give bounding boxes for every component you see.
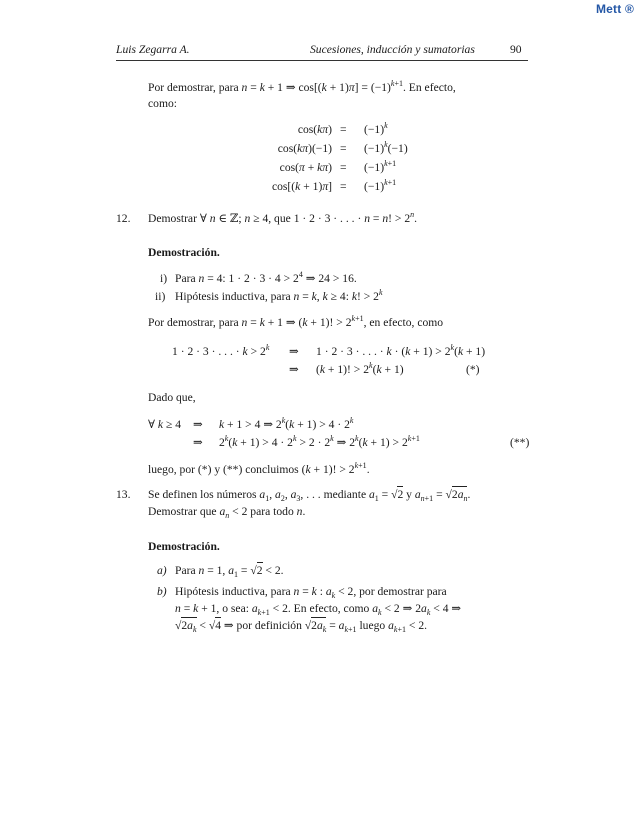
item-12-conclusion: luego, por (*) y (**) concluimos (k + 1)! > $2^{k+1}$. bbox=[148, 461, 370, 476]
watermark-logo: Mett ® bbox=[595, 2, 634, 16]
item-12-ineq-2-right: $2^k(k + 1) > 4 \cdot 2^k > 2 \cdot 2^k$ ⇒ $2^k(k + 1) > 2^{k+1}$ bbox=[219, 434, 420, 449]
item-12-given: Dado que, bbox=[148, 391, 196, 404]
item-12-chain-1-left: 1 · 2 · 3 · . . . · $k > 2^k$ bbox=[172, 343, 270, 358]
equation-2-op: = bbox=[340, 142, 347, 155]
equation-2-right: $(-1)^k(-1)$ bbox=[364, 140, 408, 155]
item-12-ineq-2-tag: (**) bbox=[510, 436, 530, 449]
item-13-statement-line-2: Demostrar que $a_n < 2$ para todo n. bbox=[148, 505, 306, 520]
item-13-number: 13. bbox=[116, 488, 131, 501]
item-12-step-i-label: i) bbox=[160, 272, 168, 285]
header-author: Luis Zegarra A. bbox=[116, 43, 190, 56]
item-12-proof-title: Demostración. bbox=[148, 246, 220, 259]
item-12-chain-1-op: ⇒ bbox=[289, 345, 299, 358]
item-12-to-prove: Por demostrar, para n = k + 1 ⇒ (k + 1)! > $2^{k+1}$, en efecto, como bbox=[148, 314, 444, 329]
item-13-step-b-line-1: Hipótesis inductiva, para n = k : $a_k < 2$, por demostrar para bbox=[175, 585, 447, 600]
equation-4-right: $(-1)^{k+1}$ bbox=[364, 178, 397, 193]
item-12-ineq-1-left: ∀ k ≥ 4 bbox=[148, 418, 182, 431]
item-13-step-a-label: a) bbox=[157, 564, 167, 577]
item-12-step-ii: Hipótesis inductiva, para n = k, k ≥ 4: k! > $2^k$ bbox=[175, 288, 383, 303]
item-13-statement-line-1: Se definen los números $a_1$, $a_2$, $a_3$, . . . mediante $a_1 = √2$ y $a_{n+1} = √2a_n$. bbox=[148, 488, 471, 503]
equation-4-left: cos[(k + 1)π] bbox=[271, 180, 332, 193]
item-12-chain-2-tag: (*) bbox=[466, 363, 480, 376]
item-13-step-b-line-2: n = k + 1, o sea: $a_{k+1} < 2$. En efecto, como $a_k < 2$ ⇒ $2a_k < 4$ ⇒ bbox=[175, 602, 462, 617]
item-12-chain-2-right: (k + 1)! > $2^k(k + 1)$ bbox=[316, 361, 404, 376]
header-title: Sucesiones, inducción y sumatorias bbox=[310, 43, 475, 56]
equation-3-right: $(-1)^{k+1}$ bbox=[364, 159, 397, 174]
equation-1-op: = bbox=[340, 123, 347, 136]
item-13-step-b-label: b) bbox=[157, 585, 167, 598]
header-page-number: 90 bbox=[510, 43, 522, 56]
item-12-chain-1-right: 1 · 2 · 3 · . . . · $k \cdot (k + 1) > 2^k(k + 1)$ bbox=[316, 343, 486, 358]
item-12-statement: Demostrar ∀ n ∈ ℤ; n ≥ 4, que 1 · 2 · 3 · . . . · n = n! > $2^n$. bbox=[148, 210, 418, 225]
equation-4-op: = bbox=[340, 180, 347, 193]
item-12-ineq-1-op: ⇒ bbox=[193, 418, 203, 431]
intro-line-2: como: bbox=[148, 97, 177, 110]
equation-3-op: = bbox=[340, 161, 347, 174]
equation-3-left: cos(π + kπ) bbox=[279, 161, 332, 174]
equation-1-right: $(-1)^k$ bbox=[364, 121, 388, 136]
equation-1-left: cos(kπ) bbox=[297, 123, 332, 136]
item-12-ineq-2-op: ⇒ bbox=[193, 436, 203, 449]
item-13-step-a: Para n = 1, $a_1 = √2 < 2$. bbox=[175, 564, 284, 579]
item-12-chain-2-op: ⇒ bbox=[289, 363, 299, 376]
intro-line-1: Por demostrar, para n = k + 1 ⇒ $\cos[(k + 1)\pi] = (-1)^{k+1}$. En efecto, bbox=[148, 79, 456, 94]
header-rule bbox=[116, 60, 528, 61]
item-12-number: 12. bbox=[116, 212, 131, 225]
equation-2-left: cos(kπ)(−1) bbox=[277, 142, 332, 155]
item-12-step-i: Para n = 4: $1 \cdot 2 \cdot 3 \cdot 4 > 2^4$ ⇒ 24 > 16. bbox=[175, 270, 357, 285]
item-12-ineq-1-right: k + 1 > 4 ⇒ $2^k(k + 1) > 4 \cdot 2^k$ bbox=[219, 416, 354, 431]
item-13-step-b-line-3: $√2a_k < √4$ ⇒ por definición $√2a_k = a_{k+1}$ luego $a_{k+1} < 2$. bbox=[175, 619, 428, 634]
item-13-proof-title: Demostración. bbox=[148, 540, 220, 553]
item-12-step-ii-label: ii) bbox=[155, 290, 166, 303]
